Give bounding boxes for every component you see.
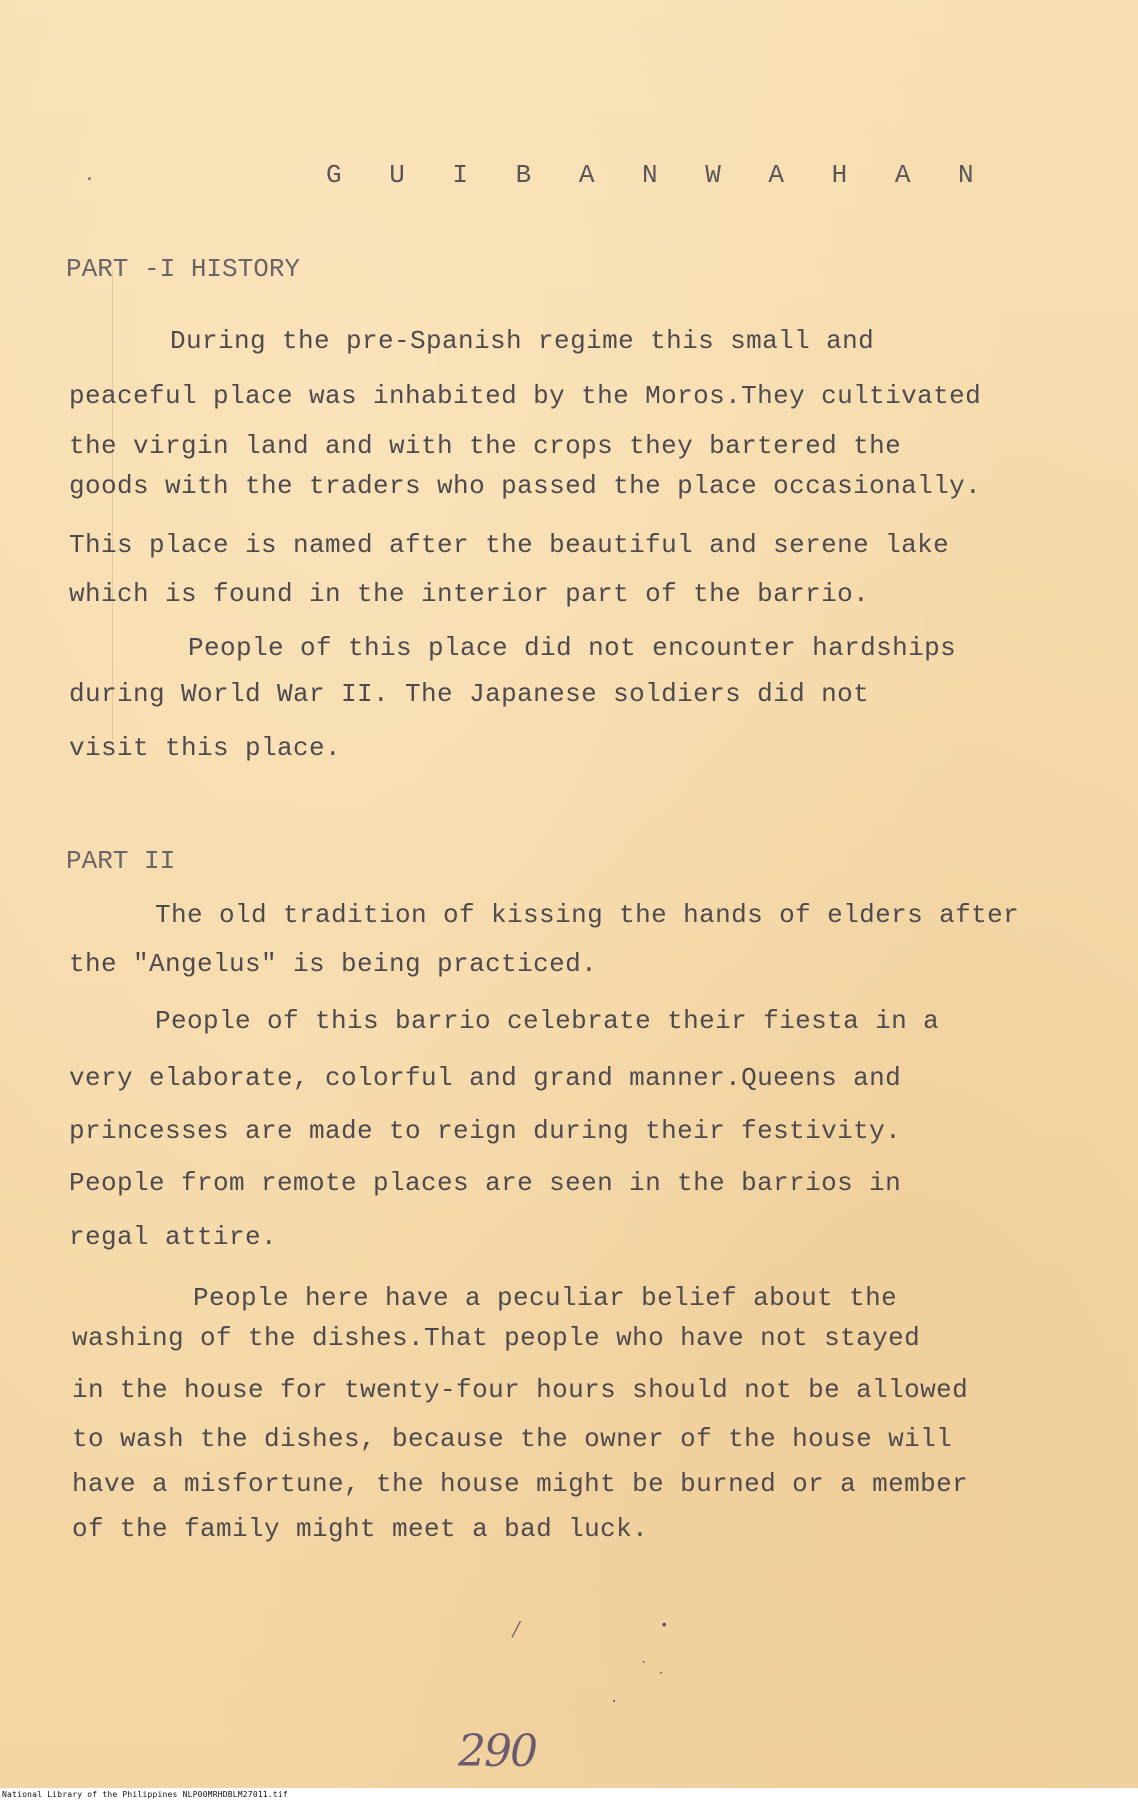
page-number: 290	[458, 1726, 536, 1777]
part2-line-6: People from remote places are seen in the barrios in	[69, 1168, 902, 1198]
part1-line-4: goods with the traders who passed the place occasionally.	[69, 471, 982, 501]
part1-heading: PART -I HISTORY	[66, 254, 301, 284]
ink-mark: ╱	[512, 1623, 521, 1639]
part1-line-6: which is found in the interior part of the barrio.	[69, 579, 870, 609]
ink-mark: ˋ ˏ	[640, 1660, 666, 1676]
part1-line-7: People of this place did not encounter hardships	[188, 633, 957, 663]
part1-line-1: During the pre-Spanish regime this small and	[170, 326, 875, 356]
part2-line-7: regal attire.	[69, 1222, 278, 1252]
part1-line-3: the virgin land and with the crops they bartered the	[69, 431, 902, 461]
part2-line-3: People of this barrio celebrate their fiesta in a	[155, 1006, 940, 1036]
document-title: G U I B A N W A H A N	[326, 160, 990, 190]
part2-line-12: have a misfortune, the house might be burned or a member	[72, 1469, 969, 1499]
footer-bar	[0, 1788, 1138, 1800]
part1-line-5: This place is named after the beautiful and serene lake	[69, 530, 950, 560]
part1-line-9: visit this place.	[69, 733, 342, 763]
part2-line-13: of the family might meet a bad luck.	[72, 1514, 649, 1544]
part2-line-5: princesses are made to reign during their festivity.	[69, 1116, 902, 1146]
part2-line-11: to wash the dishes, because the owner of the house will	[72, 1424, 953, 1454]
part2-line-10: in the house for twenty-four hours should not be allowed	[72, 1375, 969, 1405]
ink-dot: •	[660, 1618, 669, 1634]
part2-line-1: The old tradition of kissing the hands of elders after	[155, 900, 1020, 930]
part1-line-2: peaceful place was inhabited by the Moros.They cultivated	[69, 381, 982, 411]
part2-line-8: People here have a peculiar belief about the	[193, 1283, 898, 1313]
title-mark: .	[84, 166, 95, 186]
part1-line-8: during World War II. The Japanese soldiers did not	[69, 679, 870, 709]
part2-heading: PART II	[66, 846, 176, 876]
part2-line-9: washing of the dishes.That people who have not stayed	[72, 1323, 921, 1353]
part2-line-2: the "Angelus" is being practiced.	[69, 949, 598, 979]
archive-footer: National Library of the Philippines NLP00MRHDBLM27011.tif	[2, 1790, 288, 1799]
ink-dot: ·	[610, 1694, 619, 1710]
margin-rule	[112, 270, 113, 740]
part2-line-4: very elaborate, colorful and grand manner.Queens and	[69, 1063, 902, 1093]
